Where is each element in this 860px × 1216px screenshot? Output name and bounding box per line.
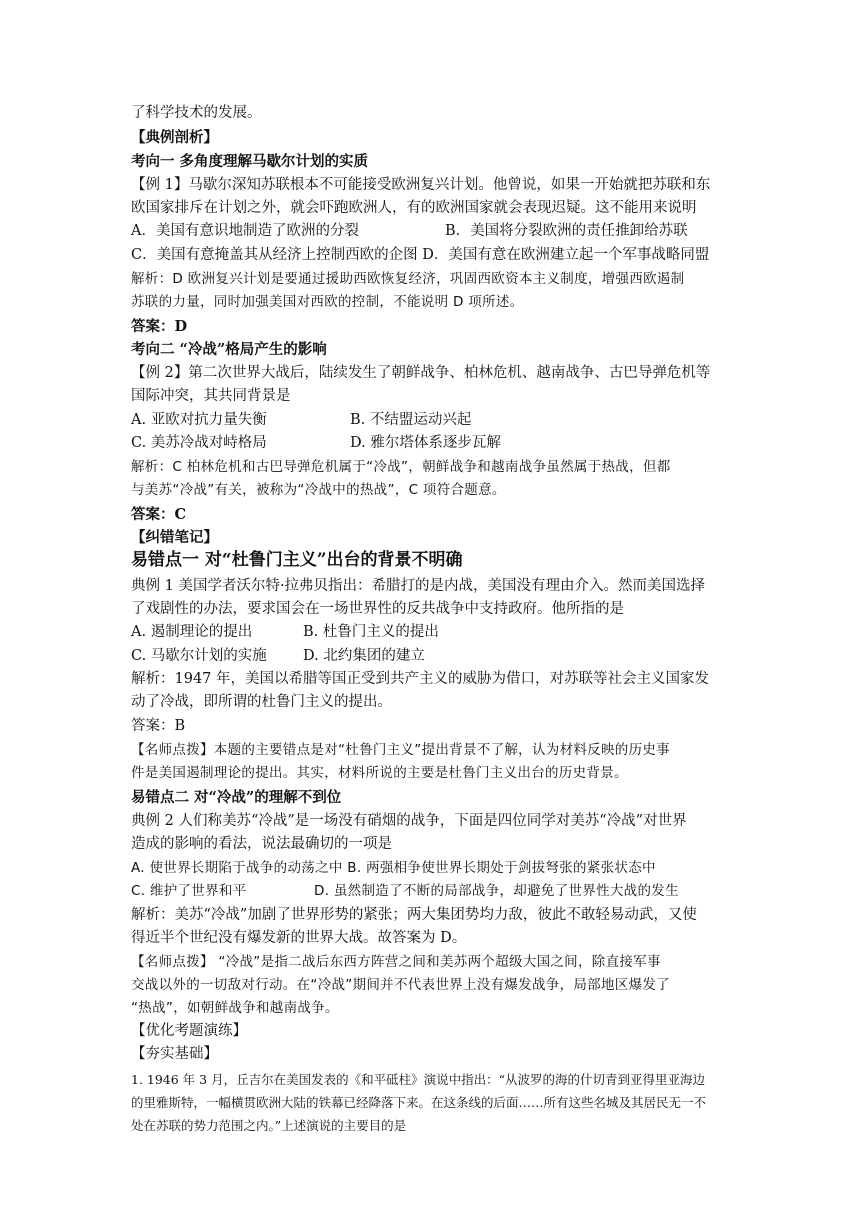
question-stem: 【例 2】第二次世界大战后，陆续发生了朝鲜战争、柏林危机、越南战争、古巴导弹危机等 xyxy=(131,365,711,381)
option-d: D. 雅尔塔体系逐步瓦解 xyxy=(350,435,501,451)
question-stem: 欧国家排斥在计划之外，就会吓跑欧洲人，有的欧洲国家就会表现迟疑。这不能用来说明 xyxy=(131,200,697,216)
teacher-tip: 交战以外的一切敌对行动。在“冷战”期间并不代表世界上没有爆发战争，局部地区爆发了 xyxy=(131,977,670,993)
answer-label: 答案：D xyxy=(131,318,188,335)
question-stem: 国际冲突，其共同背景是 xyxy=(131,388,291,404)
option-c: C. 马歇尔计划的实施 xyxy=(131,648,267,664)
analysis-text: 解析：美苏“冷战”加剧了世界形势的紧张；两大集团势均力敌，彼此不敢轻易动武，又使 xyxy=(131,907,697,923)
analysis-text: 解析：D 欧洲复兴计划是要通过援助西欧恢复经济，巩固西欧资本主义制度，增强西欧遏制 xyxy=(131,271,685,287)
section-heading: 【纠错笔记】 xyxy=(131,529,218,546)
analysis-text: 解析：C 柏林危机和古巴导弹危机属于“冷战”，朝鲜战争和越南战争虽然属于热战，但都 xyxy=(131,459,671,475)
analysis-text: 动了冷战，即所谓的杜鲁门主义的提出。 xyxy=(131,694,392,710)
teacher-tip: 件是美国遏制理论的提出。其实，材料所说的主要是杜鲁门主义出台的历史背景。 xyxy=(131,765,628,781)
question-stem: 典例 2 人们称美苏“冷战”是一场没有硝烟的战争，下面是四位同学对美苏“冷战”对世界 xyxy=(131,813,687,829)
exercise-text: 处在苏联的势力范围之内。”上述演说的主要目的是 xyxy=(131,1118,407,1133)
section-heading: 【夯实基础】 xyxy=(131,1046,218,1062)
option-c: C. 美苏冷战对峙格局 xyxy=(131,435,267,451)
exercise-text: 的里雅斯特，一幅横贯欧洲大陆的铁幕已经降落下来。在这条线的后面……所有这些名城及其居民无一不 xyxy=(131,1095,707,1110)
question-stem: 造成的影响的看法，说法最确切的一项是 xyxy=(131,836,392,852)
section-heading: 【典例剖析】 xyxy=(131,129,218,146)
error-point-heading: 易错点二 对“冷战”的理解不到位 xyxy=(131,789,342,806)
section-heading: 【优化考题演练】 xyxy=(131,1023,247,1039)
teacher-tip: 【名师点拨】 “冷战”是指二战后东西方阵营之间和美苏两个超级大国之间，除直接军事 xyxy=(131,954,661,970)
option-b: B. 杜鲁门主义的提出 xyxy=(303,624,439,640)
teacher-tip: 【名师点拨】本题的主要错点是对“杜鲁门主义”提出背景不了解，认为材料反映的历史事 xyxy=(131,742,670,758)
analysis-text: 与美苏“冷战”有关，被称为“冷战中的热战”，C 项符合题意。 xyxy=(131,482,506,498)
analysis-text: 得近半个世纪没有爆发新的世界大战。故答案为 D。 xyxy=(131,930,467,946)
option-ab: A. 使世界长期陷于战争的动荡之中 B. 两强相争使世界长期处于剑拔弩张的紧张状态中 xyxy=(131,860,656,876)
exercise-text: 1. 1946 年 3 月，丘吉尔在美国发表的《和平砥柱》演说中指出：“从波罗的海的什切青到亚得里亚海边 xyxy=(131,1072,705,1087)
question-stem: 典例 1 美国学者沃尔特·拉弗贝指出：希腊打的是内战，美国没有理由介入。然而美国选择 xyxy=(131,578,706,594)
option-c: C. 维护了世界和平 xyxy=(131,883,247,899)
option-cd: C．美国有意掩盖其从经济上控制西欧的企图 D．美国有意在欧洲建立起一个军事战略同盟 xyxy=(131,247,710,263)
option-b: B．美国将分裂欧洲的责任推卸给苏联 xyxy=(445,223,688,239)
option-d: D. 北约集团的建立 xyxy=(303,648,425,664)
question-stem: 了戏剧性的办法，要求国会在一场世界性的反共战争中支持政府。他所指的是 xyxy=(131,601,624,617)
answer-label: 答案：C xyxy=(131,506,187,523)
teacher-tip: “热战”，如朝鲜战争和越南战争。 xyxy=(131,1000,339,1016)
question-stem: 【例 1】马歇尔深知苏联根本不可能接受欧洲复兴计划。他曾说，如果一开始就把苏联和东 xyxy=(131,177,711,193)
analysis-text: 苏联的力量，同时加强美国对西欧的控制，不能说明 D 项所述。 xyxy=(131,294,524,310)
option-a: A. 亚欧对抗力量失衡 xyxy=(131,412,267,428)
option-d: D. 虽然制造了不断的局部战争，却避免了世界性大战的发生 xyxy=(314,883,679,899)
option-a: A．美国有意识地制造了欧洲的分裂 xyxy=(131,223,359,239)
answer-label: 答案：B xyxy=(131,718,186,734)
analysis-text: 解析：1947 年，美国以希腊等国正受到共产主义的威胁为借口，对苏联等社会主义国家发 xyxy=(131,671,710,687)
subsection-heading: 考向一 多角度理解马歇尔计划的实质 xyxy=(131,153,369,170)
option-b: B. 不结盟运动兴起 xyxy=(350,412,472,428)
text-line: 了科学技术的发展。 xyxy=(131,105,262,121)
error-point-heading: 易错点一 对“杜鲁门主义”出台的背景不明确 xyxy=(131,550,463,570)
subsection-heading: 考向二 “冷战”格局产生的影响 xyxy=(131,341,327,358)
option-a: A. 遏制理论的提出 xyxy=(131,624,253,640)
